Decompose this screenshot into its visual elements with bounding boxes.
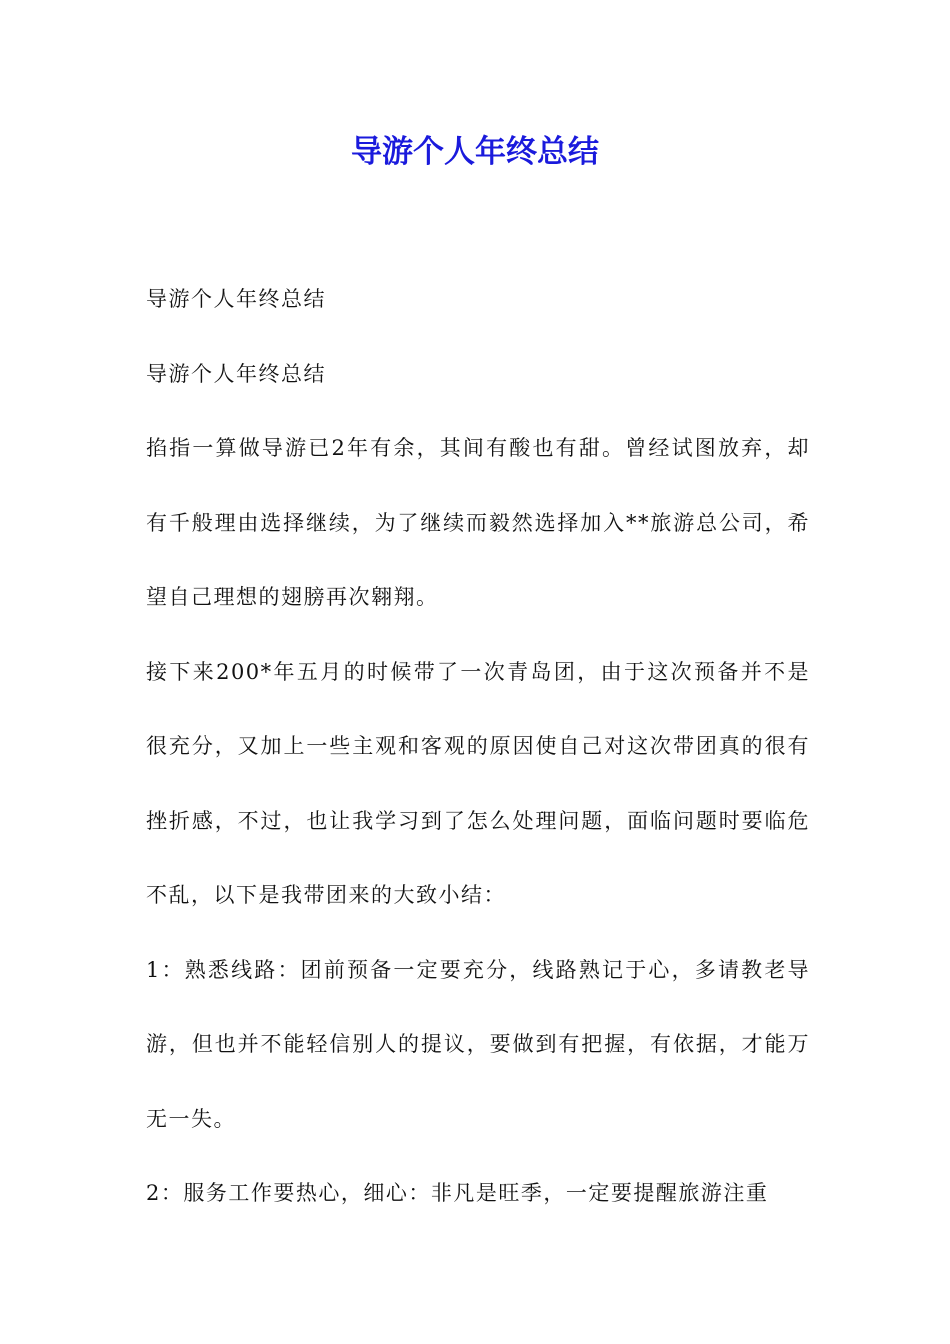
paragraph-subtitle-2: 导游个人年终总结 bbox=[146, 361, 326, 386]
paragraph-point-1: 1：熟悉线路：团前预备一定要充分，线路熟记于心，多请教老导游，但也并不能轻信别人的提议，要做到有把握，有依据，才能万无一失。 bbox=[146, 957, 810, 1131]
paragraph-intro: 掐指一算做导游已2年有余，其间有酸也有甜。曾经试图放弃，却有千般理由选择继续，为了继续而毅然选择加入**旅游总公司，希望自己理想的翅膀再次翱翔。 bbox=[146, 436, 810, 609]
paragraph-subtitle-1: 导游个人年终总结 bbox=[146, 287, 326, 311]
paragraph-point-2: 2：服务工作要热心，细心：非凡是旺季，一定要提醒旅游注重 bbox=[146, 1181, 769, 1205]
document-body bbox=[146, 262, 810, 1231]
paragraph-qingdao-tour: 接下来200*年五月的时候带了一次青岛团，由于这次预备并不是很充分，又加上一些主观和客观的原因使自己对这次带团真的很有挫折感，不过，也让我学习到了怎么处理问题，面临问题时要临危不乱，以下是我带团来的大致小结： bbox=[146, 659, 810, 907]
document-title: 导游个人年终总结 bbox=[351, 134, 599, 170]
